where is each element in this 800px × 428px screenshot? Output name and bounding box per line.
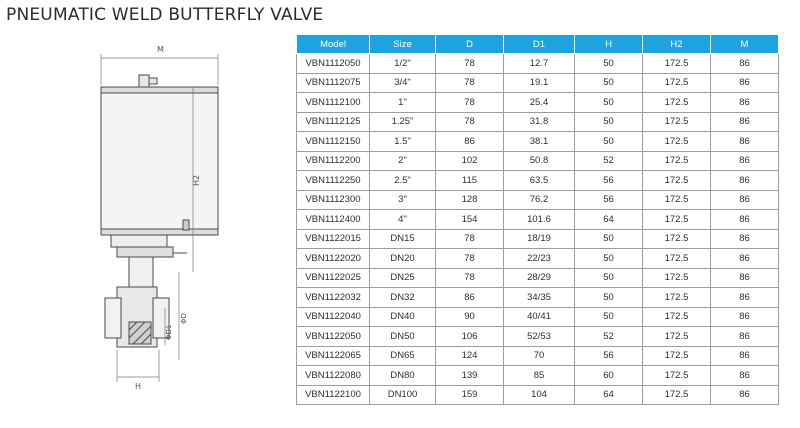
table-cell: 172.5 <box>643 385 711 405</box>
table-cell: 50 <box>575 73 643 93</box>
table-cell: VBN1122025 <box>297 268 370 288</box>
table-cell: VBN1112200 <box>297 151 370 171</box>
table-cell: VBN1112150 <box>297 132 370 152</box>
dim-h2-label: H2 <box>192 174 201 186</box>
table-row <box>297 288 779 308</box>
table-cell: 154 <box>436 210 504 230</box>
table-row <box>297 346 779 366</box>
table-cell: DN15 <box>370 229 436 249</box>
table-cell: VBN1112050 <box>297 54 370 74</box>
column-header: Model <box>297 35 370 54</box>
table-row <box>297 132 779 152</box>
table-row <box>297 307 779 327</box>
valve-drawing <box>95 40 225 400</box>
table-cell: 78 <box>436 112 504 132</box>
table-cell: 86 <box>711 307 779 327</box>
table-cell: 86 <box>711 171 779 191</box>
table-cell: VBN1122080 <box>297 366 370 386</box>
table-cell: 86 <box>711 229 779 249</box>
table-cell: 12.7 <box>504 54 575 74</box>
table-cell: VBN1122020 <box>297 249 370 269</box>
table-cell: DN50 <box>370 327 436 347</box>
table-cell: 52 <box>575 327 643 347</box>
table-cell: 34/35 <box>504 288 575 308</box>
table-cell: 3/4" <box>370 73 436 93</box>
table-cell: 19.1 <box>504 73 575 93</box>
table-cell: 40/41 <box>504 307 575 327</box>
table-cell: VBN1122050 <box>297 327 370 347</box>
table-cell: 115 <box>436 171 504 191</box>
spec-table <box>296 34 779 405</box>
column-header: D1 <box>504 35 575 54</box>
table-cell: 172.5 <box>643 151 711 171</box>
table-cell: 50 <box>575 229 643 249</box>
table-row <box>297 73 779 93</box>
table-cell: 64 <box>575 385 643 405</box>
table-cell: VBN1112100 <box>297 93 370 113</box>
table-cell: 78 <box>436 54 504 74</box>
table-cell: 86 <box>711 249 779 269</box>
table-cell: 124 <box>436 346 504 366</box>
table-cell: 86 <box>436 288 504 308</box>
table-cell: 1.25" <box>370 112 436 132</box>
table-cell: 172.5 <box>643 366 711 386</box>
table-cell: 104 <box>504 385 575 405</box>
table-cell: 78 <box>436 229 504 249</box>
table-cell: VBN1112300 <box>297 190 370 210</box>
table-cell: VBN1112250 <box>297 171 370 191</box>
table-cell: 86 <box>711 346 779 366</box>
table-cell: 63.5 <box>504 171 575 191</box>
table-cell: 50 <box>575 307 643 327</box>
table-body <box>297 54 779 405</box>
table-cell: DN40 <box>370 307 436 327</box>
table-row <box>297 249 779 269</box>
table-cell: 50 <box>575 112 643 132</box>
table-cell: 78 <box>436 268 504 288</box>
table-cell: 86 <box>711 288 779 308</box>
table-cell: 78 <box>436 93 504 113</box>
table-cell: 25.4 <box>504 93 575 113</box>
table-cell: 172.5 <box>643 132 711 152</box>
column-header: Size <box>370 35 436 54</box>
table-cell: 50.8 <box>504 151 575 171</box>
table-cell: 22/23 <box>504 249 575 269</box>
table-cell: 172.5 <box>643 268 711 288</box>
table-cell: VBN1122065 <box>297 346 370 366</box>
table-cell: 172.5 <box>643 288 711 308</box>
table-row <box>297 268 779 288</box>
table-row <box>297 190 779 210</box>
table-row <box>297 151 779 171</box>
table-cell: VBN1122100 <box>297 385 370 405</box>
table-cell: DN25 <box>370 268 436 288</box>
table-cell: DN20 <box>370 249 436 269</box>
table-cell: 2" <box>370 151 436 171</box>
table-cell: 70 <box>504 346 575 366</box>
page-title: PNEUMATIC WELD BUTTERFLY VALVE <box>6 5 324 25</box>
table-row <box>297 54 779 74</box>
table-cell: 86 <box>711 93 779 113</box>
column-header: H2 <box>643 35 711 54</box>
table-row <box>297 366 779 386</box>
table-cell: 56 <box>575 171 643 191</box>
table-row <box>297 229 779 249</box>
table-cell: 86 <box>711 73 779 93</box>
table-cell: 172.5 <box>643 346 711 366</box>
table-cell: 86 <box>711 54 779 74</box>
table-cell: 50 <box>575 54 643 74</box>
table-row <box>297 210 779 230</box>
table-cell: 172.5 <box>643 73 711 93</box>
table-cell: 78 <box>436 249 504 269</box>
table-cell: 86 <box>711 190 779 210</box>
table-cell: 2.5" <box>370 171 436 191</box>
table-row <box>297 112 779 132</box>
spec-table-container <box>296 34 779 405</box>
table-cell: 172.5 <box>643 249 711 269</box>
table-cell: 172.5 <box>643 93 711 113</box>
table-cell: 52 <box>575 151 643 171</box>
table-cell: 64 <box>575 210 643 230</box>
table-cell: 78 <box>436 73 504 93</box>
table-cell: 50 <box>575 132 643 152</box>
table-cell: 172.5 <box>643 327 711 347</box>
table-cell: 159 <box>436 385 504 405</box>
table-cell: 172.5 <box>643 54 711 74</box>
table-cell: VBN1112125 <box>297 112 370 132</box>
table-row <box>297 327 779 347</box>
table-cell: 86 <box>711 151 779 171</box>
table-header-row <box>297 35 779 54</box>
table-cell: 50 <box>575 249 643 269</box>
table-cell: VBN1122032 <box>297 288 370 308</box>
table-cell: 1/2" <box>370 54 436 74</box>
table-cell: 28/29 <box>504 268 575 288</box>
table-cell: DN80 <box>370 366 436 386</box>
table-cell: 139 <box>436 366 504 386</box>
table-cell: 86 <box>711 366 779 386</box>
table-cell: 18/19 <box>504 229 575 249</box>
table-cell: DN100 <box>370 385 436 405</box>
table-row <box>297 93 779 113</box>
table-cell: 31.8 <box>504 112 575 132</box>
table-cell: 86 <box>436 132 504 152</box>
column-header: M <box>711 35 779 54</box>
table-cell: 86 <box>711 210 779 230</box>
table-cell: 172.5 <box>643 307 711 327</box>
table-cell: 38.1 <box>504 132 575 152</box>
table-cell: 172.5 <box>643 229 711 249</box>
table-cell: 172.5 <box>643 210 711 230</box>
table-cell: 172.5 <box>643 112 711 132</box>
table-cell: 76.2 <box>504 190 575 210</box>
table-cell: 60 <box>575 366 643 386</box>
table-cell: 1.5" <box>370 132 436 152</box>
table-cell: 56 <box>575 346 643 366</box>
table-cell: 101.6 <box>504 210 575 230</box>
table-cell: 3" <box>370 190 436 210</box>
table-cell: 86 <box>711 385 779 405</box>
table-cell: 1" <box>370 93 436 113</box>
table-cell: 86 <box>711 112 779 132</box>
table-cell: 90 <box>436 307 504 327</box>
table-cell: 86 <box>711 132 779 152</box>
table-cell: 85 <box>504 366 575 386</box>
table-cell: 52/53 <box>504 327 575 347</box>
table-cell: 172.5 <box>643 171 711 191</box>
table-cell: 106 <box>436 327 504 347</box>
table-cell: VBN1122040 <box>297 307 370 327</box>
table-cell: VBN1122015 <box>297 229 370 249</box>
table-cell: 50 <box>575 288 643 308</box>
table-cell: 56 <box>575 190 643 210</box>
table-cell: DN65 <box>370 346 436 366</box>
table-cell: 172.5 <box>643 190 711 210</box>
table-cell: 86 <box>711 327 779 347</box>
table-row <box>297 385 779 405</box>
table-cell: 4" <box>370 210 436 230</box>
table-cell: 50 <box>575 93 643 113</box>
table-row <box>297 171 779 191</box>
dim-d-label: ΦD <box>180 313 188 324</box>
table-cell: 102 <box>436 151 504 171</box>
dim-h-label: H <box>135 382 142 391</box>
column-header: D <box>436 35 504 54</box>
dim-m-label: M <box>157 45 164 54</box>
table-cell: 86 <box>711 268 779 288</box>
table-cell: DN32 <box>370 288 436 308</box>
column-header: H <box>575 35 643 54</box>
table-cell: 50 <box>575 268 643 288</box>
table-cell: VBN1112075 <box>297 73 370 93</box>
table-cell: 128 <box>436 190 504 210</box>
dim-d1-label: ΦD1 <box>165 324 173 340</box>
table-cell: VBN1112400 <box>297 210 370 230</box>
